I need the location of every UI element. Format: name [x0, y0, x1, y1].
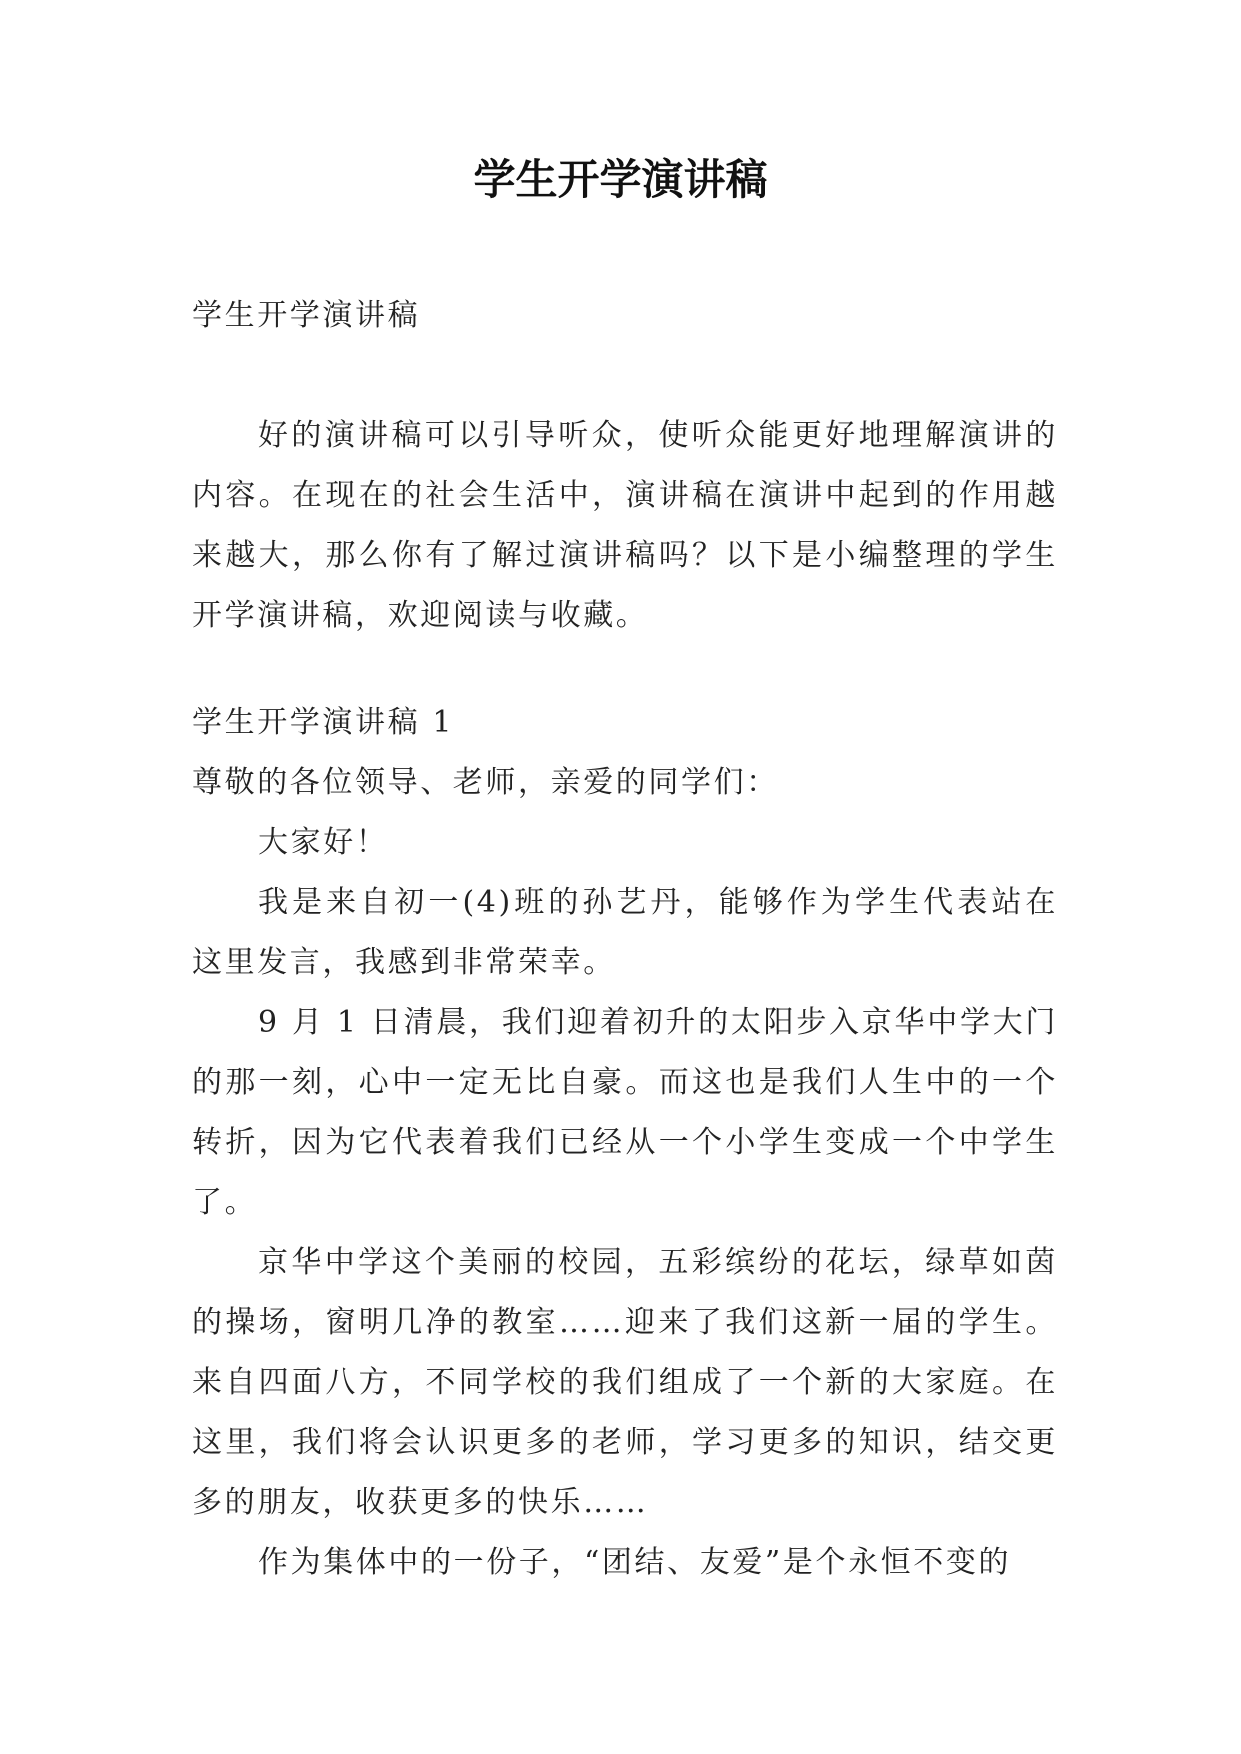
speech-paragraph: 大家好！: [258, 825, 389, 860]
salutation: 尊敬的各位领导、老师，亲爱的同学们：: [192, 765, 779, 800]
document-title: 学生开学演讲稿: [473, 155, 768, 204]
document-subtitle: 学生开学演讲稿: [192, 298, 421, 333]
section-heading: 学生开学演讲稿 1: [192, 705, 455, 740]
speech-paragraph: 作为集体中的一份子，“团结、友爱”是个永恒不变的: [258, 1545, 1012, 1580]
speech-paragraph: 9 月 1 日清晨，我们迎着初升的太阳步入京华中学大门的那一刻，心中一定无比自豪。而这也是我们人生中的一个转折，因为它代表着我们已经从一个小学生变成一个中学生了。: [192, 1005, 1058, 1220]
speech-block: [192, 693, 1058, 1593]
speech-paragraph: 我是来自初一(4)班的孙艺丹，能够作为学生代表站在这里发言，我感到非常荣幸。: [192, 885, 1058, 980]
document-subtitle-block: [192, 286, 1058, 346]
intro-block: [192, 406, 1058, 646]
intro-paragraph: 好的演讲稿可以引导听众，使听众能更好地理解演讲的内容。在现在的社会生活中，演讲稿在演讲中起到的作用越来越大，那么你有了解过演讲稿吗？以下是小编整理的学生开学演讲稿，欢迎阅读与收藏。: [192, 418, 1058, 633]
speech-paragraph: 京华中学这个美丽的校园，五彩缤纷的花坛，绿草如茵的操场，窗明几净的教室……迎来了我们这新一届的学生。来自四面八方，不同学校的我们组成了一个新的大家庭。在这里，我们将会认识更多的老师，学习更多的知识，结交更多的朋友，收获更多的快乐……: [192, 1245, 1058, 1520]
